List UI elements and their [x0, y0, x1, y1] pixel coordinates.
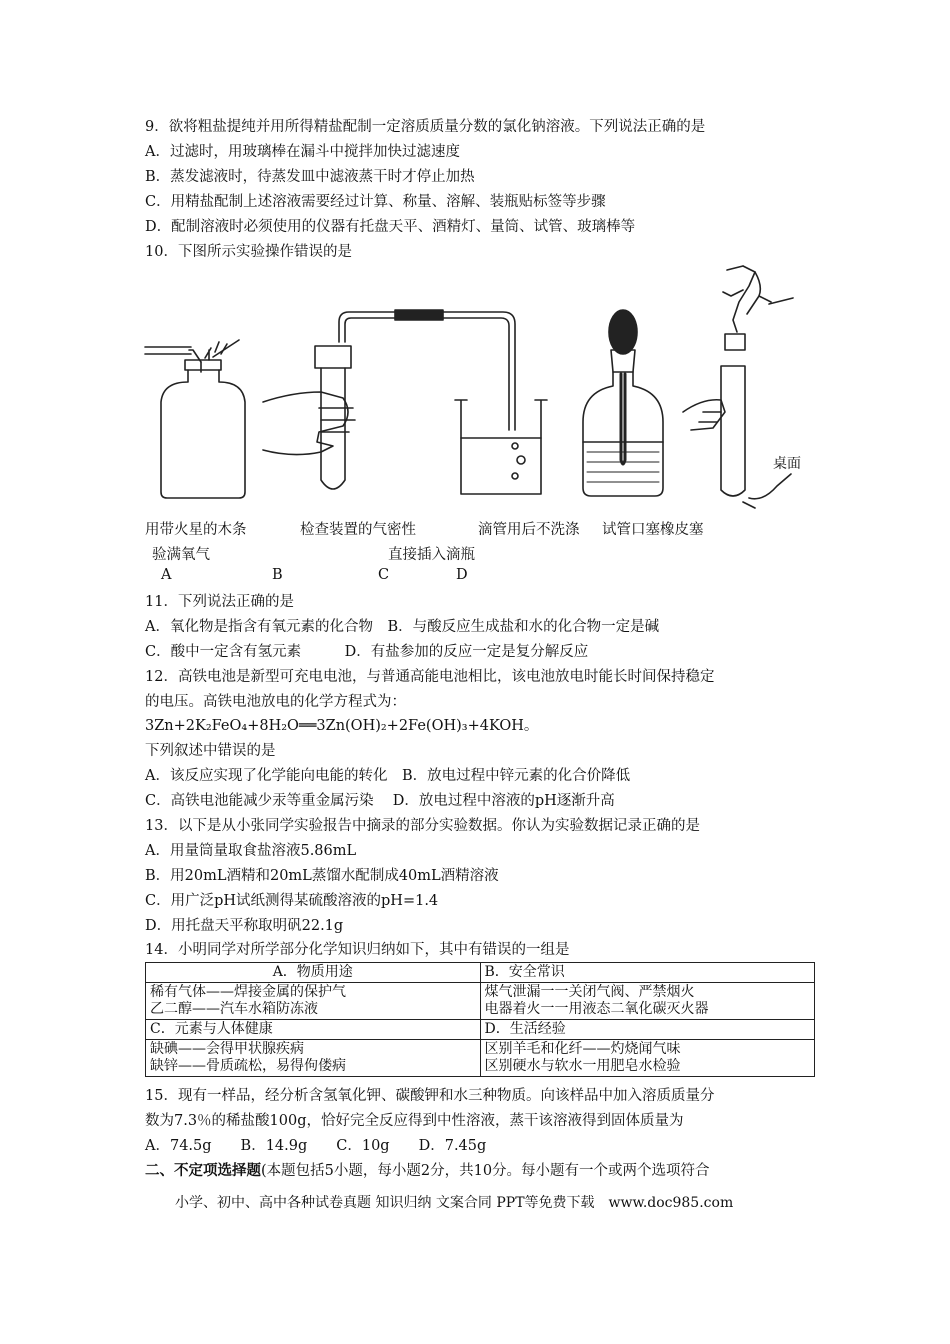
table-head-d: D．生活经验	[480, 1020, 815, 1040]
caption-a-line2: 验满氧气	[152, 547, 210, 563]
q9-stem: 9．欲将粗盐提纯并用所得精盐配制一定溶质质量分数的氯化钠溶液。下列说法正确的是	[145, 119, 706, 135]
q11-options-cd: C．酸中一定含有氢元素 D．有盐参加的反应一定是复分解反应	[145, 644, 589, 660]
q15-stem-line1: 15．现有一样品，经分析含氢氧化钾、碳酸钾和水三种物质。向该样品中加入溶质质量分	[145, 1088, 715, 1104]
table-a-line2: 乙二醇——汽车水箱防冻液	[150, 1001, 318, 1017]
table-d-line2: 区别硬水与软水一用肥皂水检验	[484, 1058, 681, 1074]
desk-label: 桌面	[773, 457, 801, 472]
q13-option-d: D．用托盘天平称取明矾22.1g	[145, 918, 344, 934]
q12-stem-line1: 12．高铁电池是新型可充电电池，与普通高能电池相比，该电池放电时能长时间保持稳定	[145, 669, 715, 685]
table-cell-c	[146, 1040, 481, 1077]
q11-stem: 11．下列说法正确的是	[145, 594, 294, 610]
q11-options-ab: A．氧化物是指含有氧元素的化合物 B．与酸反应生成盐和水的化合物一定是碱	[145, 619, 660, 635]
q15-stem-line2: 数为7.3％的稀盐酸100g，恰好完全反应得到中性溶液，蒸干该溶液得到固体质量为	[145, 1113, 684, 1129]
table-a-line1: 稀有气体——焊接金属的保护气	[150, 984, 346, 1000]
section2-heading	[145, 1161, 710, 1181]
caption-c-line2: 直接插入滴瓶	[388, 547, 475, 563]
q12-options-cd: C．高铁电池能减少汞等重金属污染 D．放电过程中溶液的pH逐渐升高	[145, 793, 615, 809]
table-head-b: B．安全常识	[480, 963, 815, 983]
table-cell-a	[146, 983, 481, 1020]
caption-b-line1: 检查装置的气密性	[300, 522, 416, 538]
table-cell-d	[480, 1040, 815, 1077]
figure-letter-b: B	[272, 567, 283, 583]
q15-options: A．74.5g B．14.9g C．10g D．7.45g	[145, 1138, 487, 1154]
section2-title: 二、不定项选择题	[145, 1162, 261, 1179]
figure-letter-c: C	[378, 567, 390, 583]
q13-option-a: A．用量筒量取食盐溶液5.86mL	[145, 843, 357, 859]
table-head-a: A．物质用途	[146, 963, 481, 983]
q9-option-b: B．蒸发滤液时，待蒸发皿中滤液蒸干时才停止加热	[145, 169, 475, 185]
q10-stem: 10．下图所示实验操作错误的是	[145, 244, 352, 260]
table-cell-b	[480, 983, 815, 1020]
caption-c-line1: 滴管用后不洗涤	[478, 522, 580, 538]
q9-option-c: C．用精盐配制上述溶液需要经过计算、称量、溶解、装瓶贴标签等步骤	[145, 194, 606, 210]
q9-option-d: D．配制溶液时必须使用的仪器有托盘天平、酒精灯、量筒、试管、玻璃棒等	[145, 219, 636, 235]
table-b-line2: 电器着火一一用液态二氧化碳灭火器	[484, 1001, 709, 1017]
q9-option-a: A．过滤时，用玻璃棒在漏斗中搅拌加快过滤速度	[145, 144, 460, 160]
q14-knowledge-table	[145, 962, 815, 1077]
q12-equation: 3Zn+2K₂FeO₄+8H₂O══3Zn(OH)₂+2Fe(OH)₃+4KOH。	[145, 718, 539, 734]
lab-operations-figure	[143, 262, 813, 512]
section2-description: (本题包括5小题，每小题2分，共10分。每小题有一个或两个选项符合	[261, 1163, 710, 1179]
caption-a-line1: 用带火星的木条	[145, 522, 247, 538]
figure-a-gas-bottle	[145, 340, 245, 498]
figure-b-airtightness	[263, 310, 547, 494]
table-d-line1: 区别羊毛和化纤——灼烧闻气味	[484, 1041, 681, 1057]
q14-stem: 14．小明同学对所学部分化学知识归纳如下，其中有错误的一组是	[145, 942, 570, 958]
caption-d-line1: 试管口塞橡皮塞	[602, 522, 704, 538]
figure-letter-d: D	[456, 567, 468, 583]
q13-stem: 13．以下是从小张同学实验报告中摘录的部分实验数据。你认为实验数据记录正确的是	[145, 818, 700, 834]
table-c-line2: 缺锌——骨质疏松，易得佝偻病	[150, 1058, 346, 1074]
q13-option-b: B．用20mL酒精和20mL蒸馏水配制成40mL酒精溶液	[145, 868, 499, 884]
table-head-c: C．元素与人体健康	[146, 1020, 481, 1040]
q12-options-ab: A．该反应实现了化学能向电能的转化 B．放电过程中锌元素的化合价降低	[145, 768, 631, 784]
q12-stem-line3: 下列叙述中错误的是	[145, 743, 276, 759]
table-b-line1: 煤气泄漏一一关闭气阀、严禁烟火	[484, 984, 695, 1000]
q12-stem-line2: 的电压。高铁电池放电的化学方程式为：	[145, 694, 406, 710]
figure-c-dropper-bottle	[583, 310, 663, 496]
table-c-line1: 缺碘——会得甲状腺疾病	[150, 1041, 304, 1057]
q13-option-c: C．用广泛pH试纸测得某硫酸溶液的pH=1.4	[145, 893, 439, 909]
figure-letter-a: A	[161, 567, 172, 583]
page-footer: 小学、初中、高中各种试卷真题 知识归纳 文案合同 PPT等免费下载 www.doc985.com	[175, 1195, 734, 1211]
